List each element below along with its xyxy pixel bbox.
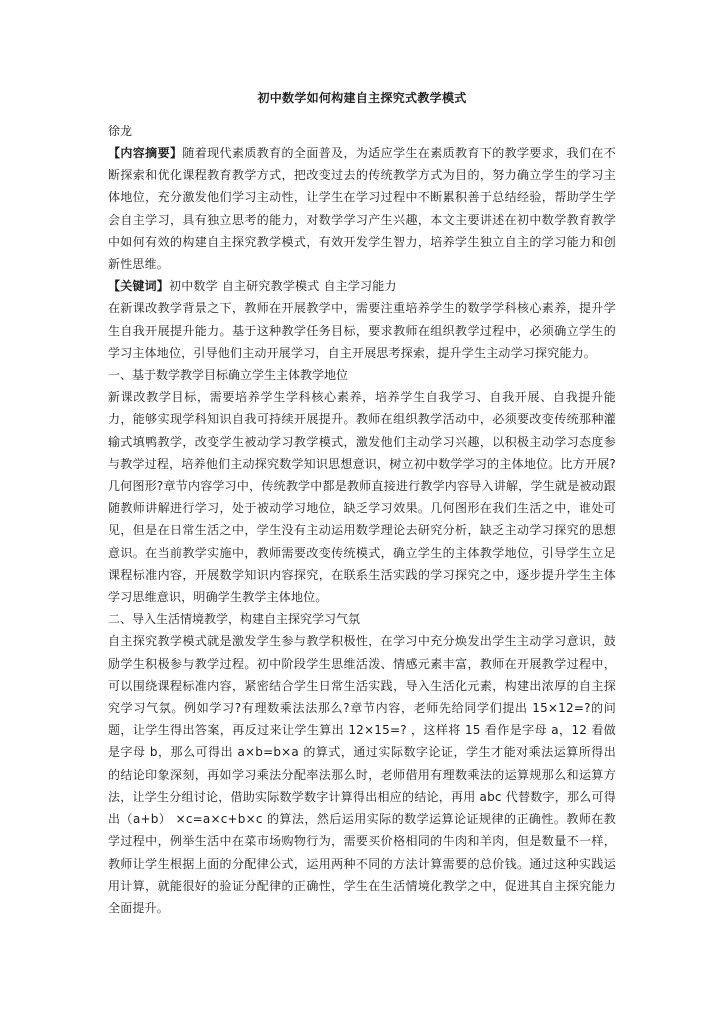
keywords-paragraph bbox=[108, 275, 616, 297]
abstract-label: 【内容摘要】 bbox=[108, 146, 183, 160]
section-2-paragraph: 自主探究教学模式就是激发学生参与教学积极性，在学习中充分焕发出学生主动学习意识，鼓励学生积极参与教学过程。初中阶段学生思维活泼、情感元素丰富，教师在开展教学过程中，可以围绕课程标准内容，紧密结合学生日常生活实践，导入生活化元素，构建出浓厚的自主探究学习气氛。例如学习?有理数乘法法那么?章节内容，老师先给同学们提出 15×12=?的问题，让学生得出答案，再反过来让学生算出 12×15=? ，这样将 15 看作是字母 a，12 看做是字母 b，那么可得出 a×b=b×a 的算式，通过实际数字论证，学生才能对乘法运算所得出的结论印象深刻，再如学习乘法分配率法那么时，老师借用有理数乘法的运算规那么和运算方法，让学生分组讨论，借助实际数学数字计算得出相应的结论，再用 abc 代替数字，那么可得出（a+b） ×c=a×c+b×c 的算法，然后运用实际的数学运算论证规律的正确性。教师在教学过程中，例举生活中在菜市场购物行为，需要买价格相同的牛肉和羊肉，但是数量不一样，教师让学生根据上面的分配律公式，运用两种不同的方法计算需要的总价钱。通过这种实践运用计算，就能很好的验证分配律的正确性，学生在生活情境化教学之中，促进其自主探究能力全面提升。 bbox=[108, 634, 616, 915]
abstract-paragraph bbox=[108, 142, 616, 275]
document-page bbox=[108, 88, 616, 919]
section-1-paragraph: 新课改教学目标，需要培养学生学科核心素养，培养学生自我学习、自我开展、自我提升能力，能够实现学科知识自我可持续开展提升。教师在组织教学活动中，必须要改变传统那种灌输式填鸭教学，改变学生被动学习教学模式，激发他们主动学习兴趣，以积极主动学习态度参与教学过程，培养他们主动探究数学知识思想意识，树立初中数学学习的主体地位。比方开展?几何图形?章节内容学习中，传统教学中都是教师直接进行教学内容导入讲解，学生就是被动跟随教师讲解进行学习，处于被动学习地位，缺乏学习效果。几何图形在我们生活之中，谁处可见，但是在日常生活之中，学生没有主动运用数学理论去研究分析，缺乏主动学习探究的思想意识。在当前教学实施中，教师需要改变传统模式，确立学生的主体教学地位，引导学生立足课程标准内容，开展数学知识内容探究，在联系生活实践的学习探究之中，逐步提升学生主体学习思维意识，明确学生教学主体地位。 bbox=[108, 390, 616, 605]
document-title: 初中数学如何构建自主探究式教学模式 bbox=[257, 91, 467, 105]
keywords-text: 初中数学 自主研究教学模式 自主学习能力 bbox=[169, 279, 397, 294]
abstract-text: 随着现代素质教育的全面普及，为适应学生在素质教育下的教学要求，我们在不断探索和优化课程教育教学方式，把改变过去的传统教学方式为目的，努力确立学生的学习主体地位，充分激发他们学习主动性，让学生在学习过程中不断累积善于总结经验，帮助学生学会自主学习，具有独立思考的能力，对数学学习产生兴趣，本文主要讲述在初中数学教育教学中如何有效的构建自主探究教学模式，有效开发学生智力，培养学生独立自主的学习能力和创新性思维。 bbox=[108, 146, 616, 272]
keywords-label: 【关键词】 bbox=[108, 279, 170, 294]
intro-paragraph: 在新课改教学背景之下，教师在开展教学中，需要注重培养学生的数学学科核心素养，提升学生自我开展提升能力。基于这种教学任务目标，要求教师在组织教学过程中，必须确立学生的学习主体地位，引导他们主动开展学习，自主开展思考探索，提升学生主动学习探究能力。 bbox=[108, 301, 616, 360]
section-2-heading: 二、导入生活情境教学，构建自主探究学习气氛 bbox=[108, 612, 361, 627]
section-1-heading: 一、基于数学教学目标确立学生主体教学地位 bbox=[108, 368, 349, 383]
author-name: 徐龙 bbox=[108, 124, 133, 138]
